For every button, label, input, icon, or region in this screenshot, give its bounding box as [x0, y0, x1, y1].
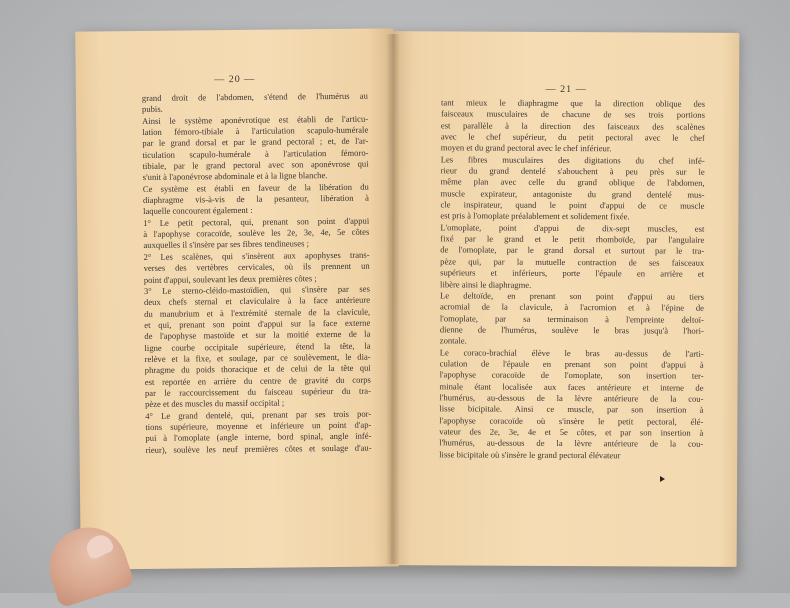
text-line: est parallèle à la direction des faisceaux des scalènes	[440, 120, 705, 132]
text-line: cle inspirateur, quand le point d'appui de ce muscle	[440, 199, 705, 211]
text-line: Ce système est établi en faveur de la libération du	[142, 181, 369, 194]
text-line: fixé par le grand et le petit rhomboïde, par l'angulaire	[440, 233, 705, 245]
printer-mark-icon	[660, 476, 665, 482]
text-line: acromial de la clavicule, à l'acromion et à l'épine de	[439, 301, 704, 313]
text-line: libère ainsi le diaphragme.	[440, 278, 532, 290]
text-line: Le coraco-brachial élève le bras au-dessus de l'arti-	[439, 346, 704, 359]
text-line: relève et la fixe, et soulage, par ce soulèvement, le dia-	[144, 351, 371, 364]
left-page	[75, 28, 399, 569]
text-line: muscle expirateur, antagoniste du grand dentelé mus-	[440, 188, 705, 200]
text-line: lation fémoro-tibiale à l'articulation scapulo-humérale	[142, 124, 369, 138]
text-line: faisceaux musculaires de chacune de ses trois portions	[440, 108, 705, 121]
text-line: vateur des 2e, 3e, 4e et 5e côtes, et par son insertion à	[439, 426, 704, 438]
text-line: de l'omoplate, par le grand dorsal et surtout par le tra-	[440, 244, 705, 257]
text-line: par le grand dorsal et par le grand pectoral ; et, de l'ar-	[142, 135, 369, 149]
text-line: auxquelles il s'insère par ses fibres tendineuses ;	[143, 238, 309, 251]
left-page-text	[142, 91, 372, 456]
text-line: rieur), soulève les neuf premières côtes et soulage d'au-	[145, 442, 372, 455]
text-line: 3° Le sterno-cléido-mastoïdien, qui s'insère par ses	[143, 283, 370, 296]
text-line: pubis.	[141, 104, 163, 115]
right-page-text	[439, 97, 705, 461]
text-line: lisse bicipitale. Ainsi ce muscle, par son insertion à	[439, 403, 704, 416]
text-line: l'humérus, au-dessous de la lèvre antérieure de la cou-	[439, 437, 704, 450]
text-line: de l'apophyse mastoïde et sur la moitié externe de la	[144, 328, 371, 342]
text-line: minale étant localisée aux faces antérieure et interne de	[439, 380, 704, 393]
text-line: Le deltoïde, en prenant son point d'appui au tiers	[439, 290, 705, 302]
text-line: pèze et des muscles du massif occipital ;	[145, 397, 285, 410]
text-line: ticulation scapulo-humérale à l'articulation fémoro-	[142, 147, 369, 160]
text-line: 2° Les scalènes, qui s'insèrent aux apophyses trans-	[143, 249, 370, 262]
right-page	[391, 31, 740, 567]
text-line: du manubrium et à l'extrémité sternale de la clavicule,	[144, 306, 371, 319]
text-line: point d'appui, soulevant les deux premières côtes ;	[143, 272, 317, 285]
text-line: l'apophyse coracoïde de l'omoplate, son insertion ter-	[439, 369, 704, 381]
text-line: et qui, prenant son point d'appui sur la face externe	[144, 317, 371, 330]
text-line: est reportée en arrière du centre de gravité du corps	[144, 374, 371, 387]
right-page-number: — 21 —	[545, 83, 587, 96]
text-line: à l'apophyse coracoïde, soulève les 2e, 3e, 4e, 5e côtes	[143, 226, 370, 240]
text-line: tibiale, par le grand pectoral avec son aponévrose qui	[142, 158, 369, 172]
text-line: s'unit à l'aponévrose abdominale et à la ligne blanche.	[142, 170, 328, 183]
text-line: par le raccourcissement du faisceau supérieur du tra-	[144, 385, 372, 398]
text-line: pèze qui, par la mutuelle contraction de ses faisceaux	[440, 256, 705, 268]
book-spine	[386, 34, 400, 564]
text-line: 4° Le grand dentelé, qui, prenant par ses trois por-	[145, 408, 372, 421]
text-line: lisse bicipitale où s'insère le grand pectoral élévateur	[439, 448, 621, 460]
text-line: avec le chef supérieur, du petit pectoral avec le chef	[440, 131, 705, 143]
text-line: Les fibres musculaires des digitations du chef infé-	[440, 154, 705, 166]
text-line: Ainsi le système aponévrotique est établi de l'articu-	[142, 113, 369, 126]
text-line: dienne de l'humérus, soulève le bras jusqu'à l'hori-	[439, 324, 704, 336]
text-line: l'apophyse coracoïde où s'insère le petit pectoral, élé-	[439, 414, 704, 427]
text-line: tant mieux le diaphragme que la direction oblique des	[441, 97, 706, 109]
text-line: culation de l'épaule en prenant son point d'appui à	[439, 358, 704, 370]
text-line: supérieurs et inférieurs, porte l'épaule en arrière et	[440, 267, 705, 279]
text-line: est pris à l'omoplate préalablement et solidement fixée.	[440, 210, 630, 222]
text-line: même plan avec celle du grand oblique de l'abdomen,	[440, 176, 705, 189]
text-line: phragme du poids thoracique et de celui de la tête qui	[144, 362, 371, 376]
text-line: laquelle concourent également :	[143, 205, 253, 217]
text-line: verses des vertèbres cervicales, où ils prennent un	[143, 260, 370, 274]
text-line: diaphragme vis-à-vis de la pesanteur, libération à	[142, 192, 369, 206]
text-line: tions supérieure, moyenne et inférieure un point d'ap-	[145, 419, 372, 432]
text-line: l'humérus, au-dessous de la lèvre antérieure de la cou-	[439, 392, 704, 404]
text-line: ligne courbe occipitale supérieure, étend la tête, la	[144, 340, 371, 353]
text-line: pui à l'omoplate (angle interne, bord spinal, angle infé-	[145, 430, 372, 444]
text-line: rieur du grand dentelé s'abouchent à peu près sur le	[440, 165, 705, 177]
text-line: moyen et du grand pectoral avec le chef inférieur.	[440, 142, 612, 154]
left-page-number: — 20 —	[214, 73, 256, 86]
text-line: grand droit de l'abdomen, s'étend de l'humérus au	[141, 90, 368, 103]
text-line: L'omoplate, point d'appui de dix-sept muscles, est	[440, 222, 705, 234]
text-line: zontale.	[439, 335, 467, 346]
text-line: 1° Le petit pectoral, qui, prenant son point d'appui	[143, 215, 370, 228]
text-line: deux chefs sternal et claviculaire à la face antérieure	[143, 294, 371, 308]
text-line: l'omoplate, par sa terminaison à l'empreinte deltoï-	[439, 312, 704, 325]
